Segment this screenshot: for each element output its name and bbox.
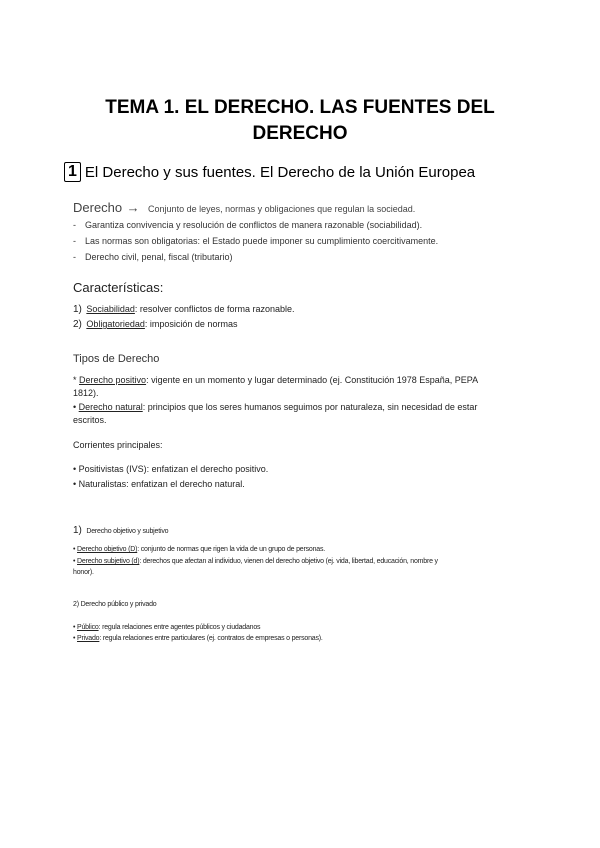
list-item: • Naturalistas: enfatizan el derecho natural. bbox=[73, 479, 245, 489]
section-heading-text: El Derecho y sus fuentes. El Derecho de la Unión Europea bbox=[84, 163, 476, 181]
title-line-2: DERECHO bbox=[252, 123, 348, 144]
list-item: - Derecho civil, penal, fiscal (tributario) bbox=[73, 252, 233, 262]
list-item: • Derecho objetivo (D): conjunto de normas que rigen la vida de un grupo de personas. bbox=[73, 546, 326, 553]
list-item: • Derecho natural: principios que los seres humanos seguimos por naturaleza, sin necesidad de estar bbox=[73, 402, 478, 412]
derecho-definition bbox=[73, 199, 415, 217]
text-continuation: honor). bbox=[73, 569, 94, 576]
list-item: • Público: regula relaciones entre agentes públicos y ciudadanos bbox=[73, 624, 261, 631]
page-title bbox=[80, 95, 520, 147]
corrientes-heading: Corrientes principales: bbox=[73, 440, 163, 450]
caracteristicas-heading: Características: bbox=[73, 280, 164, 295]
title-line-1: TEMA 1. EL DERECHO. LAS FUENTES DEL bbox=[105, 97, 495, 118]
list-item: 1) Sociabilidad: resolver conflictos de forma razonable. bbox=[73, 304, 295, 315]
text-continuation: 1812). bbox=[73, 388, 99, 398]
section-number-box: 1 bbox=[64, 162, 81, 182]
derecho-term: Derecho bbox=[73, 200, 123, 215]
arrow-icon: → bbox=[126, 200, 140, 215]
list-item: • Positivistas (IVS): enfatizan el derecho positivo. bbox=[73, 464, 269, 474]
list-item: - Las normas son obligatorias: el Estado puede imponer su cumplimiento coercitivamente. bbox=[73, 236, 439, 246]
list-item: • Derecho subjetivo (d): derechos que afectan al individuo, vienen del derecho objetivo (ej. vida, libertad, educación, nombre y bbox=[73, 558, 438, 565]
section-heading bbox=[64, 162, 475, 182]
list-item: 2) Obligatoriedad: imposición de normas bbox=[73, 319, 238, 330]
tipos-heading: Tipos de Derecho bbox=[73, 353, 160, 365]
publico-heading: 2) Derecho público y privado bbox=[73, 601, 157, 608]
list-item: - Garantiza convivencia y resolución de conflictos de manera razonable (sociabilidad). bbox=[73, 220, 423, 230]
list-item: * Derecho positivo: vigente en un momento y lugar determinado (ej. Constitución 1978 España, PEPA bbox=[73, 375, 479, 385]
text-continuation: escritos. bbox=[73, 415, 107, 425]
derecho-definition-text: Conjunto de leyes, normas y obligaciones que regulan la sociedad. bbox=[148, 204, 416, 214]
list-item: • Privado: regula relaciones entre particulares (ej. contratos de empresas o personas). bbox=[73, 635, 323, 642]
objetivo-heading: 1) Derecho objetivo y subjetivo bbox=[73, 525, 169, 536]
